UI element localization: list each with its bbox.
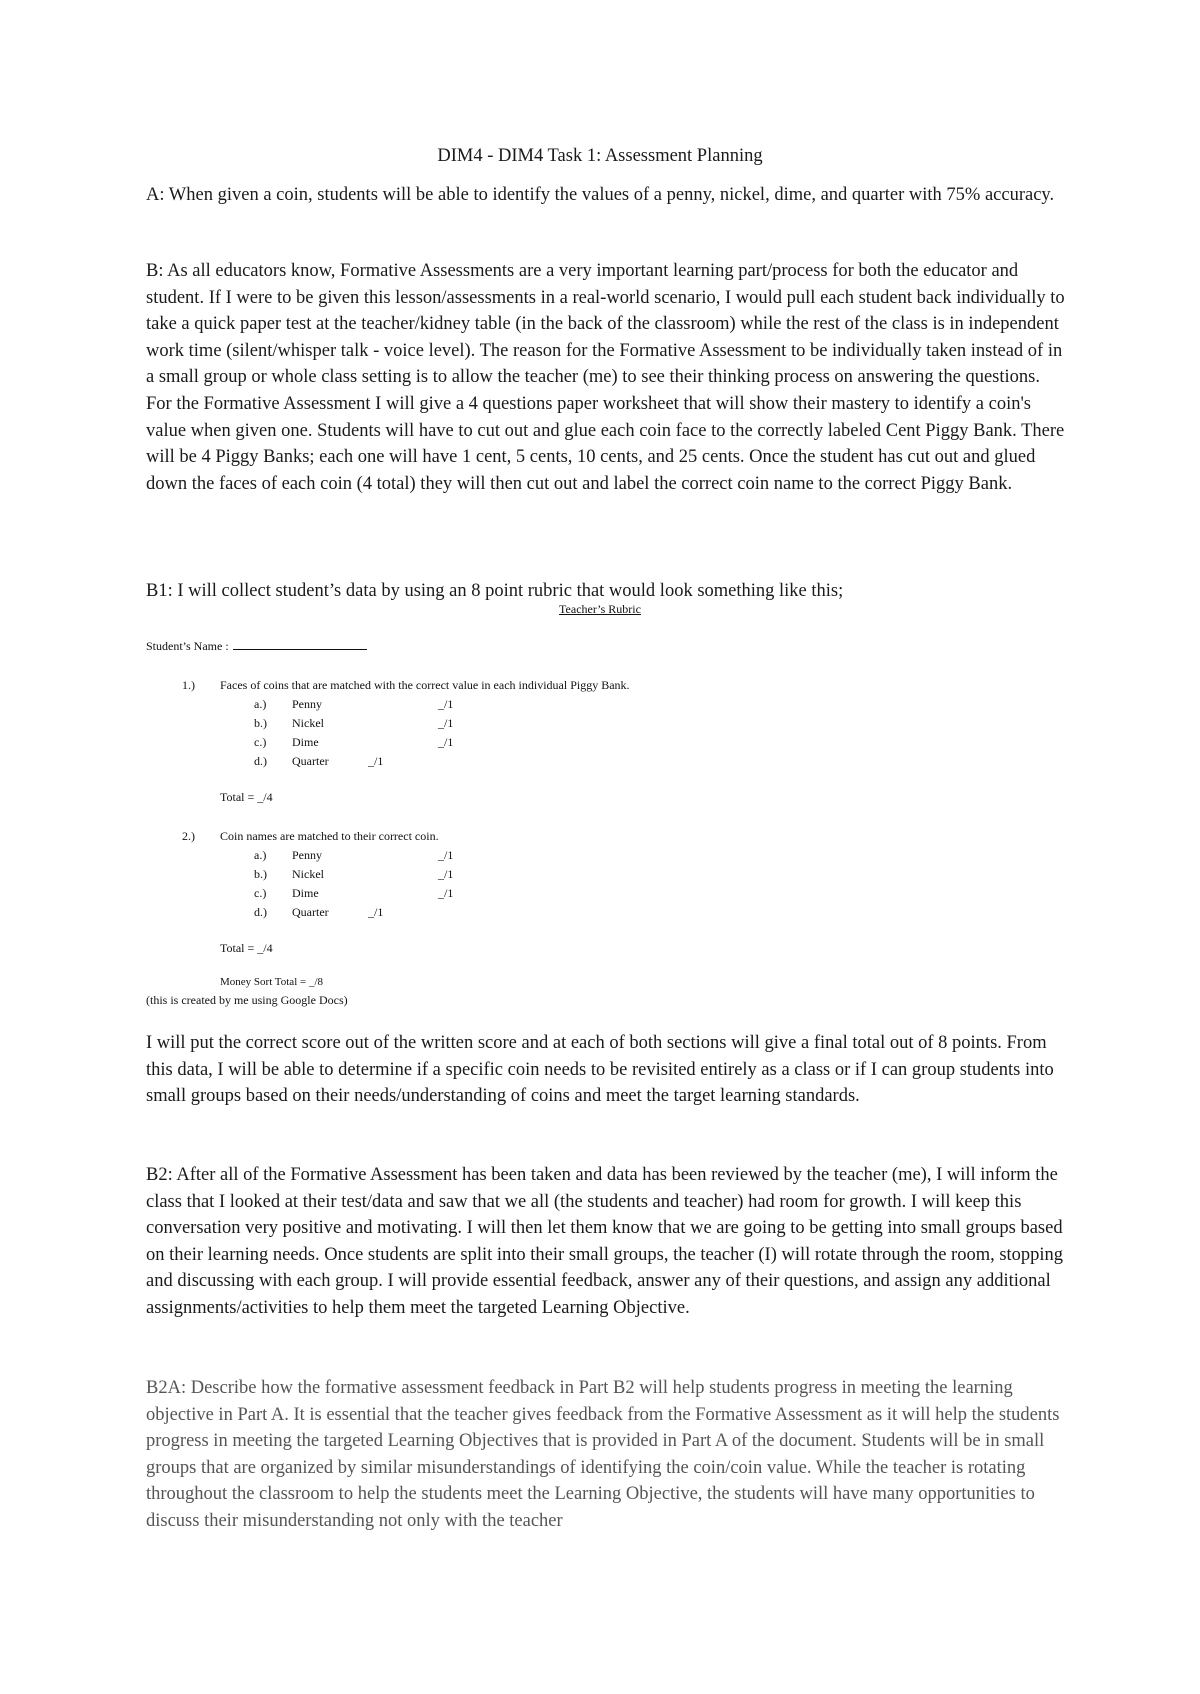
paragraph-a: A: When given a coin, students will be able to identify the values of a penny, nickel, dime, and quarter with 75% accuracy. [146,185,1055,205]
section2-item-letter: b.) [254,867,267,881]
section2-item-letter: c.) [254,886,267,900]
section2-item-letter: a.) [254,848,267,862]
section1-item-letter: a.) [254,697,267,711]
document-title: DIM4 - DIM4 Task 1: Assessment Planning [437,146,763,166]
section2-item-name: Nickel [292,867,324,881]
rubric-title: Teacher’s Rubric [559,602,641,616]
section1-item-letter: b.) [254,716,267,730]
paragraph-after-rubric: I will put the correct score out of the written score and at each of both sections will give a final total out of 8 points. From this data, I will be able to determine if a specific coin needs to be revisited entirely as a class or if I can group students into small groups based on their needs/understanding of coins and meet the target learning standards. [146,1033,1054,1107]
section1-item-name: Quarter [292,754,329,768]
section2-item-score: _/1 [368,905,384,919]
section1-item-score: _/1 [368,754,384,768]
paragraph-b2a: B2A: Describe how the formative assessment feedback in Part B2 will help students progress in meeting the learning objective in Part A. It is essential that the teacher gives feedback from the Formative Assessment as it will help the students progress in meeting the targeted Learning Objectives that is provided in Part A of the document. Students will be in small groups that are organized by similar misunderstandings of identifying the coin/coin value. While the teacher is rotating throughout the classroom to help the students meet the Learning Objective, the students will have many opportunities to discuss their misunderstanding not only with the teacher [146,1378,1060,1531]
section1-total: Total = _/4 [220,790,273,804]
section1-item-score: _/1 [438,697,454,711]
section1-number: 1.) [182,678,195,692]
section1-item-name: Penny [292,697,322,711]
section2-total: Total = _/4 [220,941,273,955]
section1-item-letter: d.) [254,754,267,768]
section1-item-score: _/1 [438,716,454,730]
paragraph-b1: B1: I will collect student’s data by using an 8 point rubric that would look something like this; [146,581,844,601]
section2-item-name: Quarter [292,905,329,919]
section2-item-name: Penny [292,848,322,862]
section2-number: 2.) [182,829,195,843]
section1-item-score: _/1 [438,735,454,749]
section1-item-letter: c.) [254,735,267,749]
paragraph-b2: B2: After all of the Formative Assessment has been taken and data has been reviewed by the teacher (me), I will inform the class that I looked at their test/data and saw that we all (the students and teacher) had room for growth. I will keep this conversation very positive and motivating. I will then let them know that we are going to be getting into small groups based on their learning needs. Once students are split into their small groups, the teacher (I) will rotate through the room, stopping and discussing with each group. I will provide essential feedback, answer any of their questions, and assign any additional assignments/activities to help them meet the targeted Learning Objective. [146,1165,1064,1318]
section2-heading: Coin names are matched to their correct coin. [220,829,439,843]
section1-item-name: Dime [292,735,319,749]
rubric-credit: (this is created by me using Google Docs) [146,993,348,1007]
section2-item-score: _/1 [438,886,454,900]
section2-item-letter: d.) [254,905,267,919]
section1-heading: Faces of coins that are matched with the correct value in each individual Piggy Bank. [220,678,630,692]
section2-item-name: Dime [292,886,319,900]
section2-item-score: _/1 [438,848,454,862]
money-sort-total: Money Sort Total = _/8 [220,976,324,988]
student-name-line [233,638,367,650]
student-name-label: Student’s Name : [146,639,229,653]
student-name-field [146,638,367,654]
section1-item-name: Nickel [292,716,324,730]
section2-item-score: _/1 [438,867,454,881]
paragraph-b: B: As all educators know, Formative Assessments are a very important learning part/process for both the educator and student. If I were to be given this lesson/assessments in a real-world scenario, I would pull each student back individually to take a quick paper test at the teacher/kidney table (in the back of the classroom) while the rest of the class is in independent work time (silent/whisper talk - voice level). The reason for the Formative Assessment to be individually taken instead of in a small group or whole class setting is to allow the teacher (me) to see their thinking process on answering the questions. For the Formative Assessment I will give a 4 questions paper worksheet that will show their mastery to identify a coin's value when given one. Students will have to cut out and glue each coin face to the correctly labeled Cent Piggy Bank. There will be 4 Piggy Banks; each one will have 1 cent, 5 cents, 10 cents, and 25 cents. Once the student has cut out and glued down the faces of each coin (4 total) they will then cut out and label the correct coin name to the correct Piggy Bank. [146,261,1065,494]
